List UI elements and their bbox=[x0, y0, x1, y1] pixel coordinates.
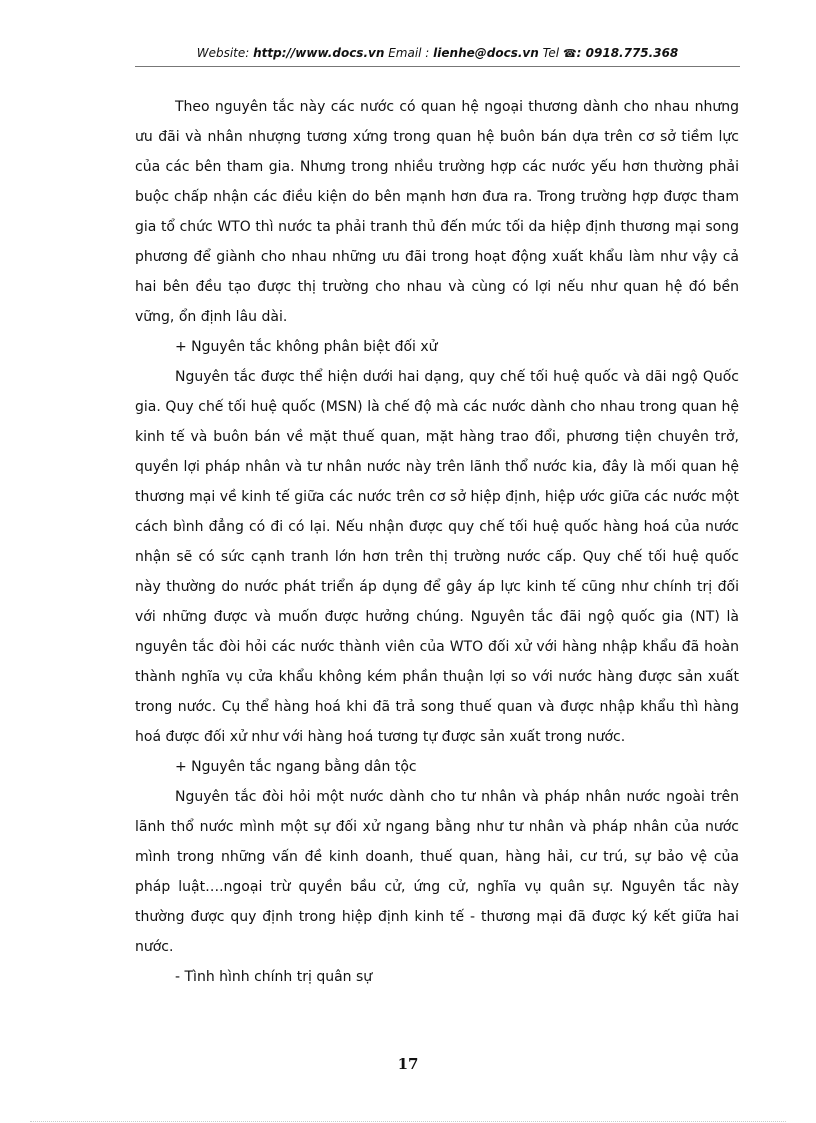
phone-icon: ☎ bbox=[562, 47, 577, 60]
paragraph-2: Nguyên tắc được thể hiện dưới hai dạng, quy chế tối huệ quốc và dãi ngộ Quốc gia. Quy chế tối huệ quốc (MSN) là chế độ mà các nước dành cho nhau trong quan hệ kinh tế và buôn bán về mặt thuế quan, mặt hàng trao đổi, phương tiện chuyên trở, quyền lợi pháp nhân và tư nhân nước này trên lãnh thổ nước kia, đây là mối quan hệ thương mại về kinh tế giữa các nước trên cơ sở hiệp định, hiệp ước giữa các nước một cách bình đẳng có đi có lại. Nếu nhận được quy chế tối huệ quốc hàng hoá của nước nhận sẽ có sức cạnh tranh lớn hơn trên thị trường nước cấp. Quy chế tối huệ quốc này thường do nước phát triển áp dụng để gây áp lực kinh tế cũng như chính trị đối với những được và muốn được hưởng chúng. Nguyên tắc đãi ngộ quốc gia (NT) là nguyên tắc đòi hỏi các nước thành viên của WTO đối xử với hàng nhập khẩu đã hoàn thành nghĩa vụ cửa khẩu không kém phần thuận lợi so với nước hàng được sản xuất trong nước. Cụ thể hàng hoá khi đã trả song thuế quan và được nhập khẩu thì hàng hoá được đối xử như với hàng hoá tương tự được sản xuất trong nước. bbox=[135, 369, 739, 745]
page-header bbox=[135, 46, 740, 60]
heading-non-discrimination: + Nguyên tắc không phân biệt đối xử bbox=[175, 339, 438, 355]
email-link[interactable]: lienhe@docs.vn bbox=[433, 46, 539, 60]
tel-number: : 0918.775.368 bbox=[576, 46, 679, 60]
email-label: Email : bbox=[384, 46, 434, 60]
heading-national-treatment: + Nguyên tắc ngang bằng dân tộc bbox=[175, 759, 417, 775]
tel-label: Tel bbox=[538, 46, 563, 60]
header-divider bbox=[135, 66, 740, 67]
heading-political-military: - Tình hình chính trị quân sự bbox=[175, 969, 373, 985]
paragraph-3: Nguyên tắc đòi hỏi một nước dành cho tư nhân và pháp nhân nước ngoài trên lãnh thổ nước mình một sự đối xử ngang bằng như tư nhân và pháp nhân của nước mình trong những vấn đề kinh doanh, thuế quan, hàng hải, cư trú, sự bảo vệ của pháp luật….ngoại trừ quyền bầu cử, ứng cử, nghĩa vụ quân sự. Nguyên tắc này thường được quy định trong hiệp định kinh tế - thương mại đã được ký kết giữa hai nước. bbox=[135, 789, 739, 955]
paragraph-1: Theo nguyên tắc này các nước có quan hệ ngoại thương dành cho nhau nhưng ưu đãi và nhân nhượng tương xứng trong quan hệ buôn bán dựa trên cơ sở tiềm lực của các bên tham gia. Nhưng trong nhiều trường hợp các nước yếu hơn thường phải buộc chấp nhận các điều kiện do bên mạnh hơn đưa ra. Trong trường hợp được tham gia tổ chức WTO thì nước ta phải tranh thủ đến mức tối da hiệp định thương mại song phương để giành cho nhau những ưu đãi trong hoạt động xuất khẩu làm như vậy cả hai bên đều tạo được thị trường cho nhau và cùng có lợi nếu như quan hệ đó bền vững, ổn định lâu dài. bbox=[135, 99, 739, 325]
website-link[interactable]: http://www.docs.vn bbox=[253, 46, 385, 60]
document-body bbox=[135, 92, 739, 992]
website-label: Website: bbox=[196, 46, 254, 60]
page-bottom-divider bbox=[30, 1121, 786, 1122]
page-number: 17 bbox=[397, 1055, 419, 1073]
